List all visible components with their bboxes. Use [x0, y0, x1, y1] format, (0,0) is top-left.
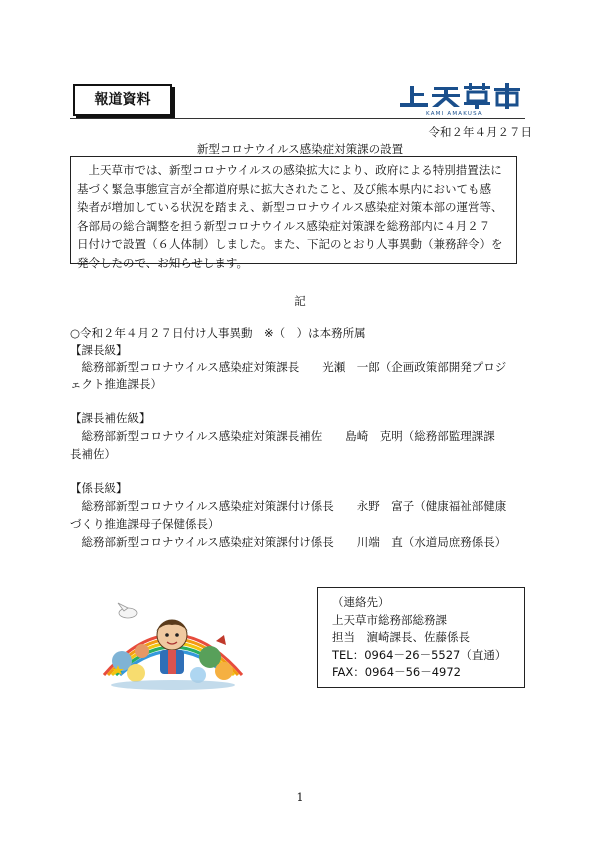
section-heading: 【係長級】	[70, 481, 128, 495]
contact-label: （連絡先）	[332, 595, 390, 609]
summary-line: 基づく緊急事態宣言が全都道府県に拡大されたこと、及び熊本県内においても感	[77, 181, 491, 196]
contact-fax: FAX：0964－56－4972	[332, 665, 461, 679]
personnel-line: 長補佐）	[70, 447, 116, 461]
contact-tel: TEL：0964－26－5527（直通）	[332, 647, 507, 662]
contact-person: 担当 濵崎課長、佐藤係長	[332, 630, 470, 644]
summary-line: 発令したので、お知らせします。	[77, 255, 249, 270]
section-heading: 【課長級】	[70, 343, 128, 357]
personnel-line: ェクト推進課長）	[70, 377, 162, 391]
document-title: 新型コロナウイルス感染症対策課の設置	[196, 142, 404, 156]
personnel-line: 総務部新型コロナウイルス感染症対策課長補佐 島崎 克明（総務部監理課課	[70, 429, 495, 443]
contact-box	[317, 587, 525, 688]
header-rule	[70, 118, 525, 119]
svg-text:KAMI AMAKUSA: KAMI AMAKUSA	[426, 111, 483, 116]
summary-line: 上天草市では、新型コロナウイルスの感染拡大により、政府による特別措置法に	[77, 163, 502, 177]
section-heading: 【課長補佐級】	[70, 411, 151, 425]
mascot-illustration-icon	[98, 601, 248, 693]
contact-dept: 上天草市総務部総務課	[332, 612, 447, 627]
city-logo	[398, 82, 522, 116]
ki-marker: 記	[294, 294, 306, 308]
personnel-line: づくり推進課母子保健係長）	[70, 517, 220, 531]
summary-line: 各部局の総合調整を担う新型コロナウイルス感染症対策課を総務部内に４月２７	[77, 218, 491, 233]
personnel-notice: ○令和２年４月２７日付け人事異動 ※（ ）は本務所属	[70, 326, 366, 340]
personnel-line: 総務部新型コロナウイルス感染症対策課付け係長 永野 富子（健康福祉部健康	[70, 499, 507, 513]
summary-line: 染者が増加している状況を踏まえ、新型コロナウイルス感染症対策本部の運営等、	[77, 200, 503, 214]
press-release-badge: 報道資料	[73, 84, 172, 116]
summary-line: 日付けで設置（６人体制）しました。また、下記のとおり人事異動（兼務辞令）を	[77, 237, 503, 251]
personnel-line: 総務部新型コロナウイルス感染症対策課長 光瀬 一郎（企画政策部開発プロジ	[70, 360, 507, 374]
personnel-line: 総務部新型コロナウイルス感染症対策課付け係長 川端 直（水道局庶務係長）	[70, 535, 507, 549]
summary-box	[70, 156, 517, 270]
page-number: 1	[296, 791, 304, 804]
release-date: 令和２年４月２７日	[428, 125, 532, 139]
